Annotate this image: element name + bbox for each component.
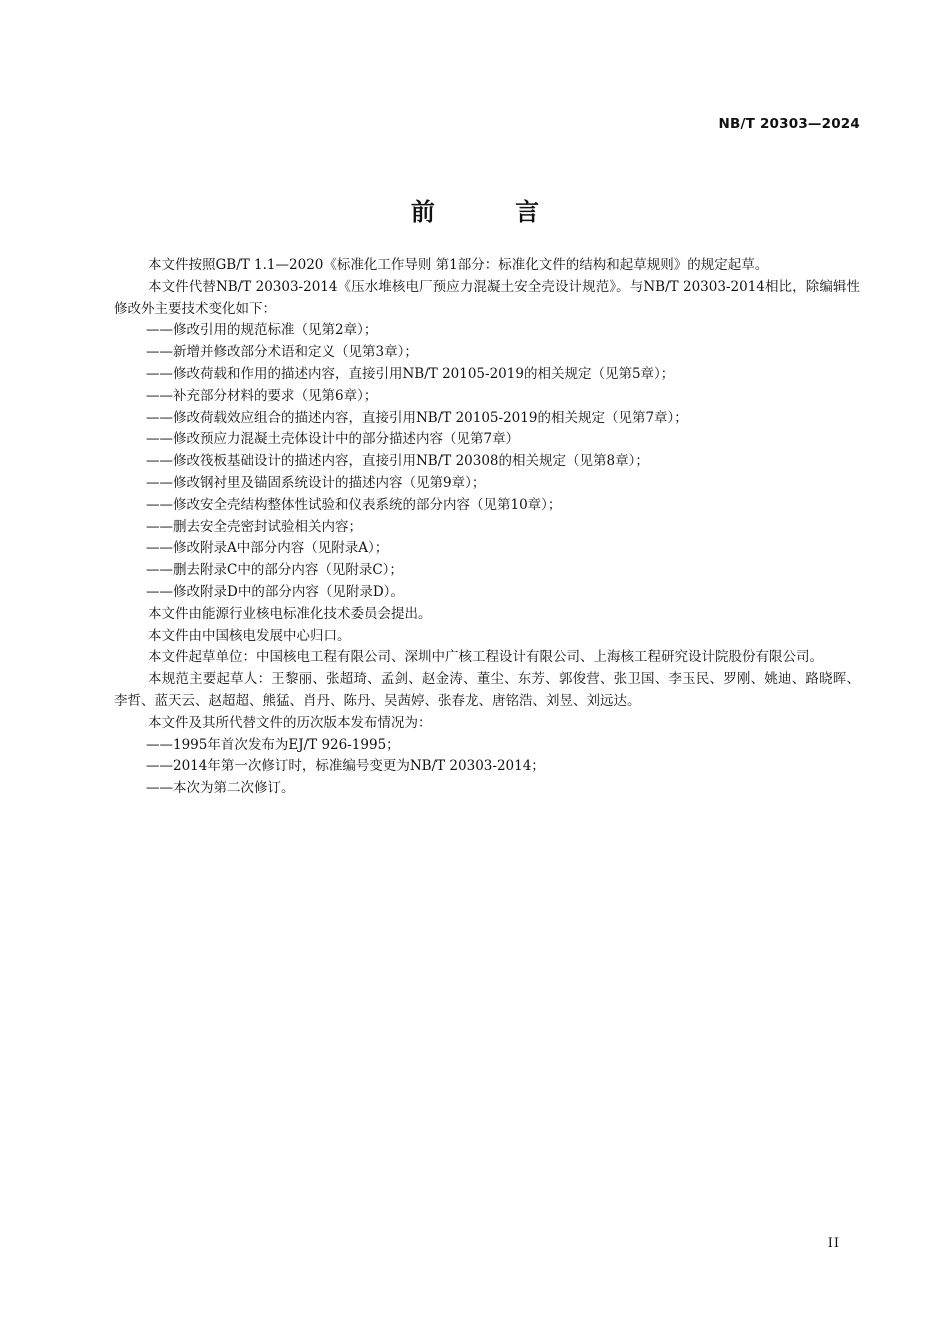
list-item: ——新增并修改部分术语和定义（见第3章）； (146, 344, 418, 361)
list-item: ——1995年首次发布为EJ/T 926-1995； (146, 736, 400, 753)
list-item: ——修改附录A中部分内容（见附录A）； (146, 540, 389, 557)
page-title: 前 言 (410, 198, 576, 226)
document-body (114, 255, 860, 800)
list-item: ——修改附录D中的部分内容（见附录D）。 (146, 583, 404, 600)
list-item: ——删去附录C中的部分内容（见附录C）； (146, 562, 403, 579)
list-item: ——修改钢衬里及锚固系统设计的描述内容（见第9章）； (146, 474, 486, 491)
list-item: ——2014年第一次修订时，标准编号变更为NB/T 20303-2014； (146, 758, 545, 775)
paragraph-history-intro: 本文件及其所代替文件的历次版本发布情况为： (148, 714, 432, 731)
list-item: ——删去安全壳密封试验相关内容； (146, 518, 362, 535)
list-item: ——修改预应力混凝土壳体设计中的部分描述内容（见第7章） (146, 431, 520, 448)
paragraph-drafting-units: 本文件起草单位：中国核电工程有限公司、深圳中广核工程设计有限公司、上海核工程研究设计院股份有限公司。 (148, 649, 823, 666)
paragraph-drafting-rules: 本文件按照GB/T 1.1—2020《标准化工作导则 第1部分：标准化文件的结构和起草规则》的规定起草。 (148, 257, 769, 273)
list-item: ——补充部分材料的要求（见第6章）； (146, 387, 378, 404)
list-item: ——修改引用的规范标准（见第2章）； (146, 322, 378, 339)
list-item: ——修改荷载效应组合的描述内容，直接引用NB/T 20105-2019的相关规定（见第7章）； (146, 409, 688, 426)
list-item: ——修改筏板基础设计的描述内容，直接引用NB/T 20308的相关规定（见第8章）； (146, 453, 649, 470)
paragraph-drafters: 本规范主要起草人：王黎丽、张超琦、孟剑、赵金涛、董尘、东芳、郭俊营、张卫国、李玉民、罗刚、姚迪、路晓晖、李哲、蓝天云、赵超超、熊猛、肖丹、陈丹、吴茜婷、张春龙、唐铭浩、刘昱、刘远达。 (114, 671, 860, 709)
paragraph-administrator: 本文件由中国核电发展中心归口。 (148, 627, 351, 644)
list-item: ——本次为第二次修订。 (146, 780, 295, 797)
list-item: ——修改安全壳结构整体性试验和仪表系统的部分内容（见第10章）； (146, 496, 562, 513)
paragraph-proposer: 本文件由能源行业核电标准化技术委员会提出。 (148, 605, 432, 622)
standard-code: NB/T 20303—2024 (718, 116, 860, 132)
page-number: II (827, 1236, 840, 1251)
list-item: ——修改荷载和作用的描述内容，直接引用NB/T 20105-2019的相关规定（见第5章）； (146, 365, 675, 382)
paragraph-replacement: 本文件代替NB/T 20303-2014《压水堆核电厂预应力混凝土安全壳设计规范》。与NB/T 20303-2014相比，除编辑性修改外主要技术变化如下： (114, 278, 860, 317)
